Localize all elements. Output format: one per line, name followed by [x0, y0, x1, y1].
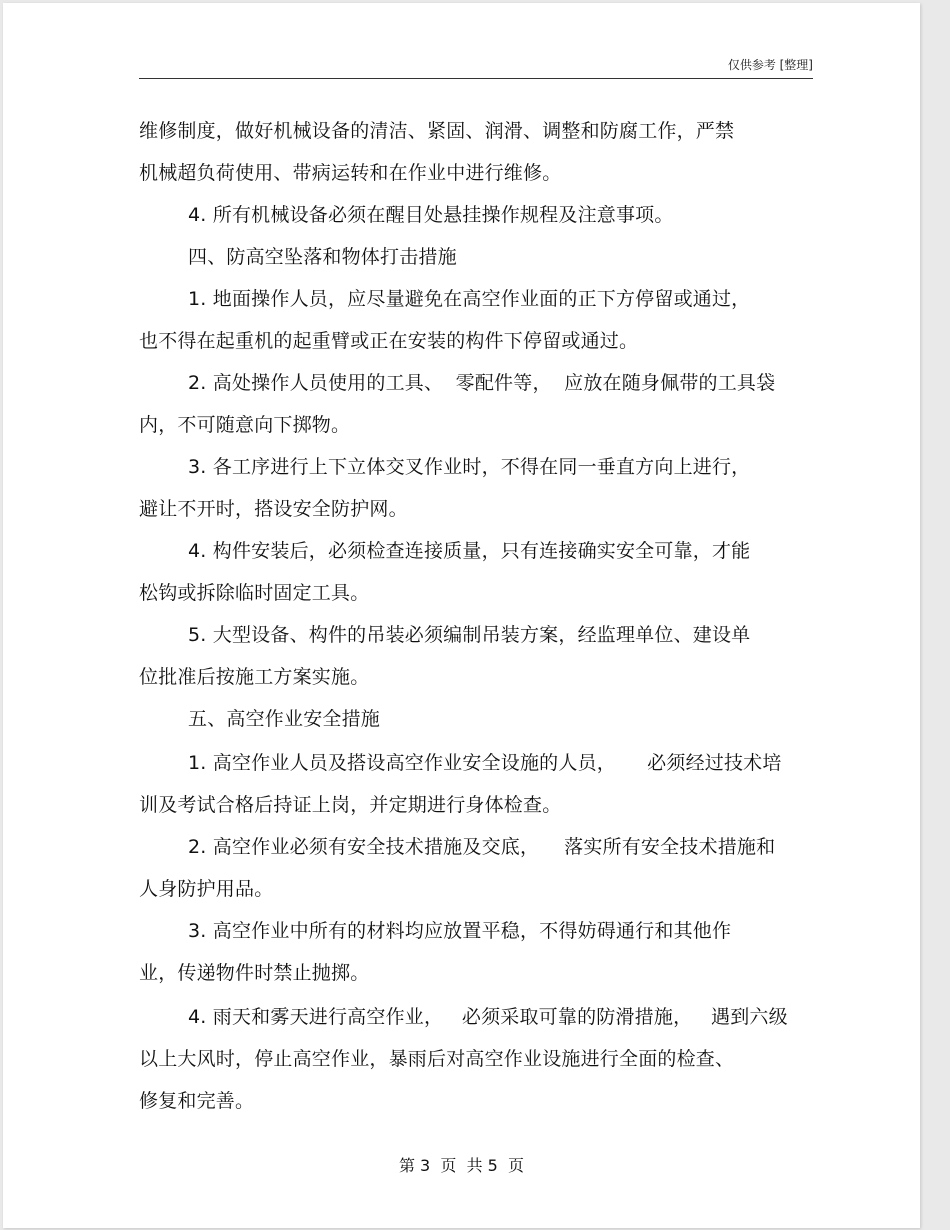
- body-line: 也不得在起重机的起重臂或正在安装的构件下停留或通过。: [139, 330, 639, 352]
- body-line: 4. 构件安装后，必须检查连接质量，只有连接确实安全可靠，才能: [188, 540, 751, 562]
- body-line: 机械超负荷使用、带病运转和在作业中进行维修。: [139, 162, 562, 184]
- body-line: 维修制度，做好机械设备的清洁、紧固、润滑、调整和防腐工作，严禁: [139, 120, 735, 142]
- section-heading: 四、防高空坠落和物体打击措施: [188, 246, 457, 268]
- body-line: 1. 地面操作人员，应尽量避免在高空作业面的正下方停留或通过，: [188, 288, 751, 310]
- body-line: 内，不可随意向下掷物。: [139, 414, 351, 436]
- body-line: 4. 所有机械设备必须在醒目处悬挂操作规程及注意事项。: [188, 204, 674, 226]
- body-line: 3. 高空作业中所有的材料均应放置平稳，不得妨碍通行和其他作: [188, 920, 732, 942]
- body-line: 5. 大型设备、构件的吊装必须编制吊装方案，经监理单位、建设单: [188, 624, 751, 646]
- body-line: 避让不开时，搭设安全防护网。: [139, 498, 408, 520]
- page-number-footer: 第 3 页 共 5 页: [398, 1156, 525, 1175]
- body-line: 3. 各工序进行上下立体交叉作业时，不得在同一垂直方向上进行，: [188, 456, 751, 478]
- body-line: 修复和完善。: [139, 1090, 255, 1112]
- body-line: 训及考试合格后持证上岗，并定期进行身体检查。: [139, 794, 562, 816]
- body-line: 业，传递物件时禁止抛掷。: [139, 962, 370, 984]
- body-line: 松钩或拆除临时固定工具。: [139, 582, 370, 604]
- body-line: 人身防护用品。: [139, 878, 274, 900]
- header-rule: [139, 78, 813, 79]
- body-line: 1. 高空作业人员及搭设高空作业安全设施的人员， 必须经过技术培: [188, 752, 782, 774]
- body-line: 位批准后按施工方案实施。: [139, 666, 370, 688]
- body-line: 2. 高空作业必须有安全技术措施及交底， 落实所有安全技术措施和: [188, 836, 776, 858]
- body-line: 2. 高处操作人员使用的工具、 零配件等， 应放在随身佩带的工具袋: [188, 372, 776, 394]
- page-header: 仅供参考 [整理]: [727, 58, 813, 72]
- document-page: [3, 3, 920, 1228]
- section-heading: 五、高空作业安全措施: [188, 708, 381, 730]
- body-line: 以上大风时，停止高空作业，暴雨后对高空作业设施进行全面的检查、: [139, 1048, 735, 1070]
- body-line: 4. 雨天和雾天进行高空作业， 必须采取可靠的防滑措施， 遇到六级: [188, 1006, 788, 1028]
